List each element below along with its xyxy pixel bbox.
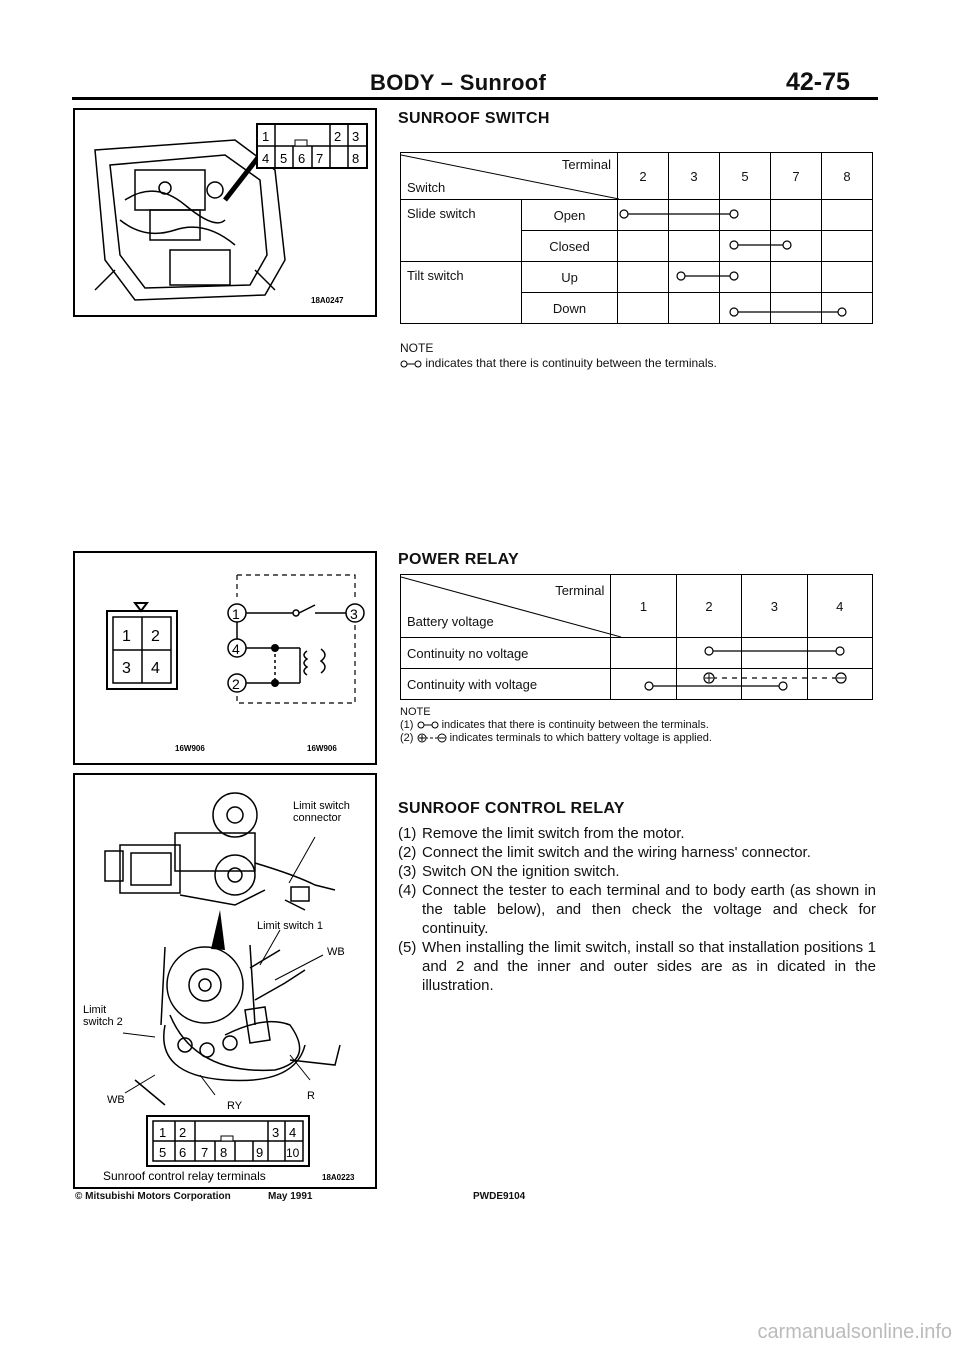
footer-copyright: © Mitsubishi Motors Corporation xyxy=(75,1191,231,1202)
circuit-terminal-1: 1 xyxy=(232,606,240,622)
note-1-number: (1) xyxy=(400,719,414,731)
label-wb-bottom: WB xyxy=(107,1094,125,1106)
relay-pin-2: 2 xyxy=(151,628,160,645)
ctrl-pin-7: 7 xyxy=(201,1145,209,1160)
fig1-pin-5: 5 xyxy=(280,151,288,166)
relay-pin-4: 4 xyxy=(151,660,160,677)
step-text: Connect the limit switch and the wiring harness' connector. xyxy=(422,844,811,861)
label-limit-switch-connector-l1: Limit switch xyxy=(293,800,350,812)
step-text: Switch ON the ignition switch. xyxy=(422,863,620,880)
ctrl-pin-10: 10 xyxy=(286,1146,300,1160)
terminal-header: 2 xyxy=(676,575,741,638)
relay-pin-3: 3 xyxy=(122,660,131,677)
terminal-header: 1 xyxy=(611,575,676,638)
note-line xyxy=(400,356,717,371)
header-switch: Switch xyxy=(407,180,446,195)
step-4 xyxy=(398,881,876,938)
continuity-symbol xyxy=(400,359,422,369)
label-limit-switch-connector xyxy=(293,800,353,824)
header-battery-voltage: Battery voltage xyxy=(407,614,494,629)
fig1-pin-2: 2 xyxy=(334,129,342,144)
label-limit-switch-2-l2: switch 2 xyxy=(83,1016,123,1028)
terminal-header: 2 xyxy=(618,153,669,200)
position-up: Up xyxy=(522,262,618,293)
figure-control-relay xyxy=(73,773,377,1189)
position-closed: Closed xyxy=(522,231,618,262)
step-number: (1) xyxy=(398,825,417,842)
footer-code: PWDE9104 xyxy=(473,1191,526,1202)
fig1-pin-4: 4 xyxy=(262,151,270,166)
position-down: Down xyxy=(522,293,618,324)
fig1-pin-6: 6 xyxy=(298,151,306,166)
sunroof-switch-title: SUNROOF SWITCH xyxy=(398,110,550,127)
ctrl-pin-4: 4 xyxy=(289,1125,297,1140)
step-5 xyxy=(398,938,876,995)
step-number: (3) xyxy=(398,863,417,880)
step-text: Connect the tester to each terminal and to body earth (as shown in the table below), and then check the voltage and check for continuity. xyxy=(422,882,876,937)
terminal-header: 5 xyxy=(720,153,771,200)
switch-continuity-overlay xyxy=(400,152,875,332)
row-no-voltage: Continuity no voltage xyxy=(401,638,611,669)
note-title: NOTE xyxy=(400,341,434,355)
fig1-pin-7: 7 xyxy=(316,151,324,166)
fig3-code: 18A0223 xyxy=(322,1173,355,1182)
figure-power-relay xyxy=(73,551,377,765)
page-number: 42-75 xyxy=(786,68,850,96)
ctrl-pin-9: 9 xyxy=(256,1145,264,1160)
control-relay-title: SUNROOF CONTROL RELAY xyxy=(398,800,625,817)
ctrl-pin-6: 6 xyxy=(179,1145,187,1160)
label-limit-switch-2 xyxy=(83,1004,123,1028)
label-wb-top: WB xyxy=(327,946,345,958)
label-limit-switch-1: Limit switch 1 xyxy=(257,920,324,932)
circuit-terminal-2: 2 xyxy=(232,676,240,692)
header-terminal: Terminal xyxy=(561,157,611,172)
step-1 xyxy=(398,824,876,843)
fig1-pin-3: 3 xyxy=(352,129,360,144)
label-r: R xyxy=(307,1090,315,1102)
step-text: When installing the limit switch, install so that installation positions 1 and 2 and the inner and outer sides are as in dicated in the illustration. xyxy=(422,939,876,994)
fig1-pin-1: 1 xyxy=(262,129,270,144)
continuity-symbol xyxy=(417,720,439,730)
control-relay-steps xyxy=(398,824,876,995)
relay-pin-1: 1 xyxy=(122,628,131,645)
ctrl-pin-3: 3 xyxy=(272,1125,280,1140)
label-ry: RY xyxy=(227,1100,243,1112)
figure-switch-location xyxy=(73,108,377,317)
battery-voltage-symbol xyxy=(417,733,447,743)
circuit-terminal-3: 3 xyxy=(350,606,358,622)
label-limit-switch-2-l1: Limit xyxy=(83,1004,107,1016)
fig2-code-right: 16W906 xyxy=(307,744,337,753)
power-relay-title: POWER RELAY xyxy=(398,551,519,568)
note-text: indicates that there is continuity between the terminals. xyxy=(425,356,717,370)
position-open: Open xyxy=(522,200,618,231)
terminal-header: 8 xyxy=(822,153,873,200)
tilt-switch-label: Tilt switch xyxy=(401,262,522,324)
control-relay-illustration xyxy=(75,775,375,1187)
ctrl-pin-8: 8 xyxy=(220,1145,228,1160)
step-number: (4) xyxy=(398,882,417,899)
step-number: (2) xyxy=(398,844,417,861)
terminal-header: 4 xyxy=(807,575,872,638)
note-1-text: indicates that there is continuity between the terminals. xyxy=(441,719,709,731)
step-2 xyxy=(398,843,876,862)
circuit-terminal-4: 4 xyxy=(232,641,240,657)
note-line-2 xyxy=(400,732,712,745)
terminal-header: 3 xyxy=(742,575,807,638)
relay-caption: Sunroof control relay terminals xyxy=(103,1169,266,1183)
watermark: carmanualsonline.info xyxy=(757,1321,952,1343)
fig1-pin-8: 8 xyxy=(352,151,360,166)
terminal-header: 7 xyxy=(771,153,822,200)
fig1-code: 18A0247 xyxy=(311,296,344,305)
step-text: Remove the limit switch from the motor. xyxy=(422,825,685,842)
note-title: NOTE xyxy=(400,706,431,718)
power-relay-note xyxy=(400,706,712,745)
note-line-1 xyxy=(400,719,712,732)
terminal-header: 3 xyxy=(669,153,720,200)
row-with-voltage: Continuity with voltage xyxy=(401,669,611,700)
section-title: BODY – Sunroof xyxy=(370,70,547,95)
slide-switch-label: Slide switch xyxy=(401,200,522,262)
note-2-text: indicates terminals to which battery voltage is applied. xyxy=(449,732,712,744)
label-limit-switch-connector-l2: connector xyxy=(293,812,342,824)
step-3 xyxy=(398,862,876,881)
header-rule xyxy=(72,97,878,100)
sunroof-switch-note xyxy=(400,341,717,371)
header-terminal: Terminal xyxy=(555,583,605,598)
relay-continuity-overlay xyxy=(400,574,875,700)
ctrl-pin-2: 2 xyxy=(179,1125,187,1140)
ctrl-pin-5: 5 xyxy=(159,1145,167,1160)
note-2-number: (2) xyxy=(400,732,414,744)
footer-date: May 1991 xyxy=(268,1191,313,1202)
power-relay-illustration xyxy=(75,553,375,763)
ctrl-pin-1: 1 xyxy=(159,1125,167,1140)
switch-location-illustration xyxy=(75,110,375,315)
fig2-code-left: 16W906 xyxy=(175,744,205,753)
relay-terminal-connector xyxy=(147,1116,309,1166)
step-number: (5) xyxy=(398,939,417,956)
